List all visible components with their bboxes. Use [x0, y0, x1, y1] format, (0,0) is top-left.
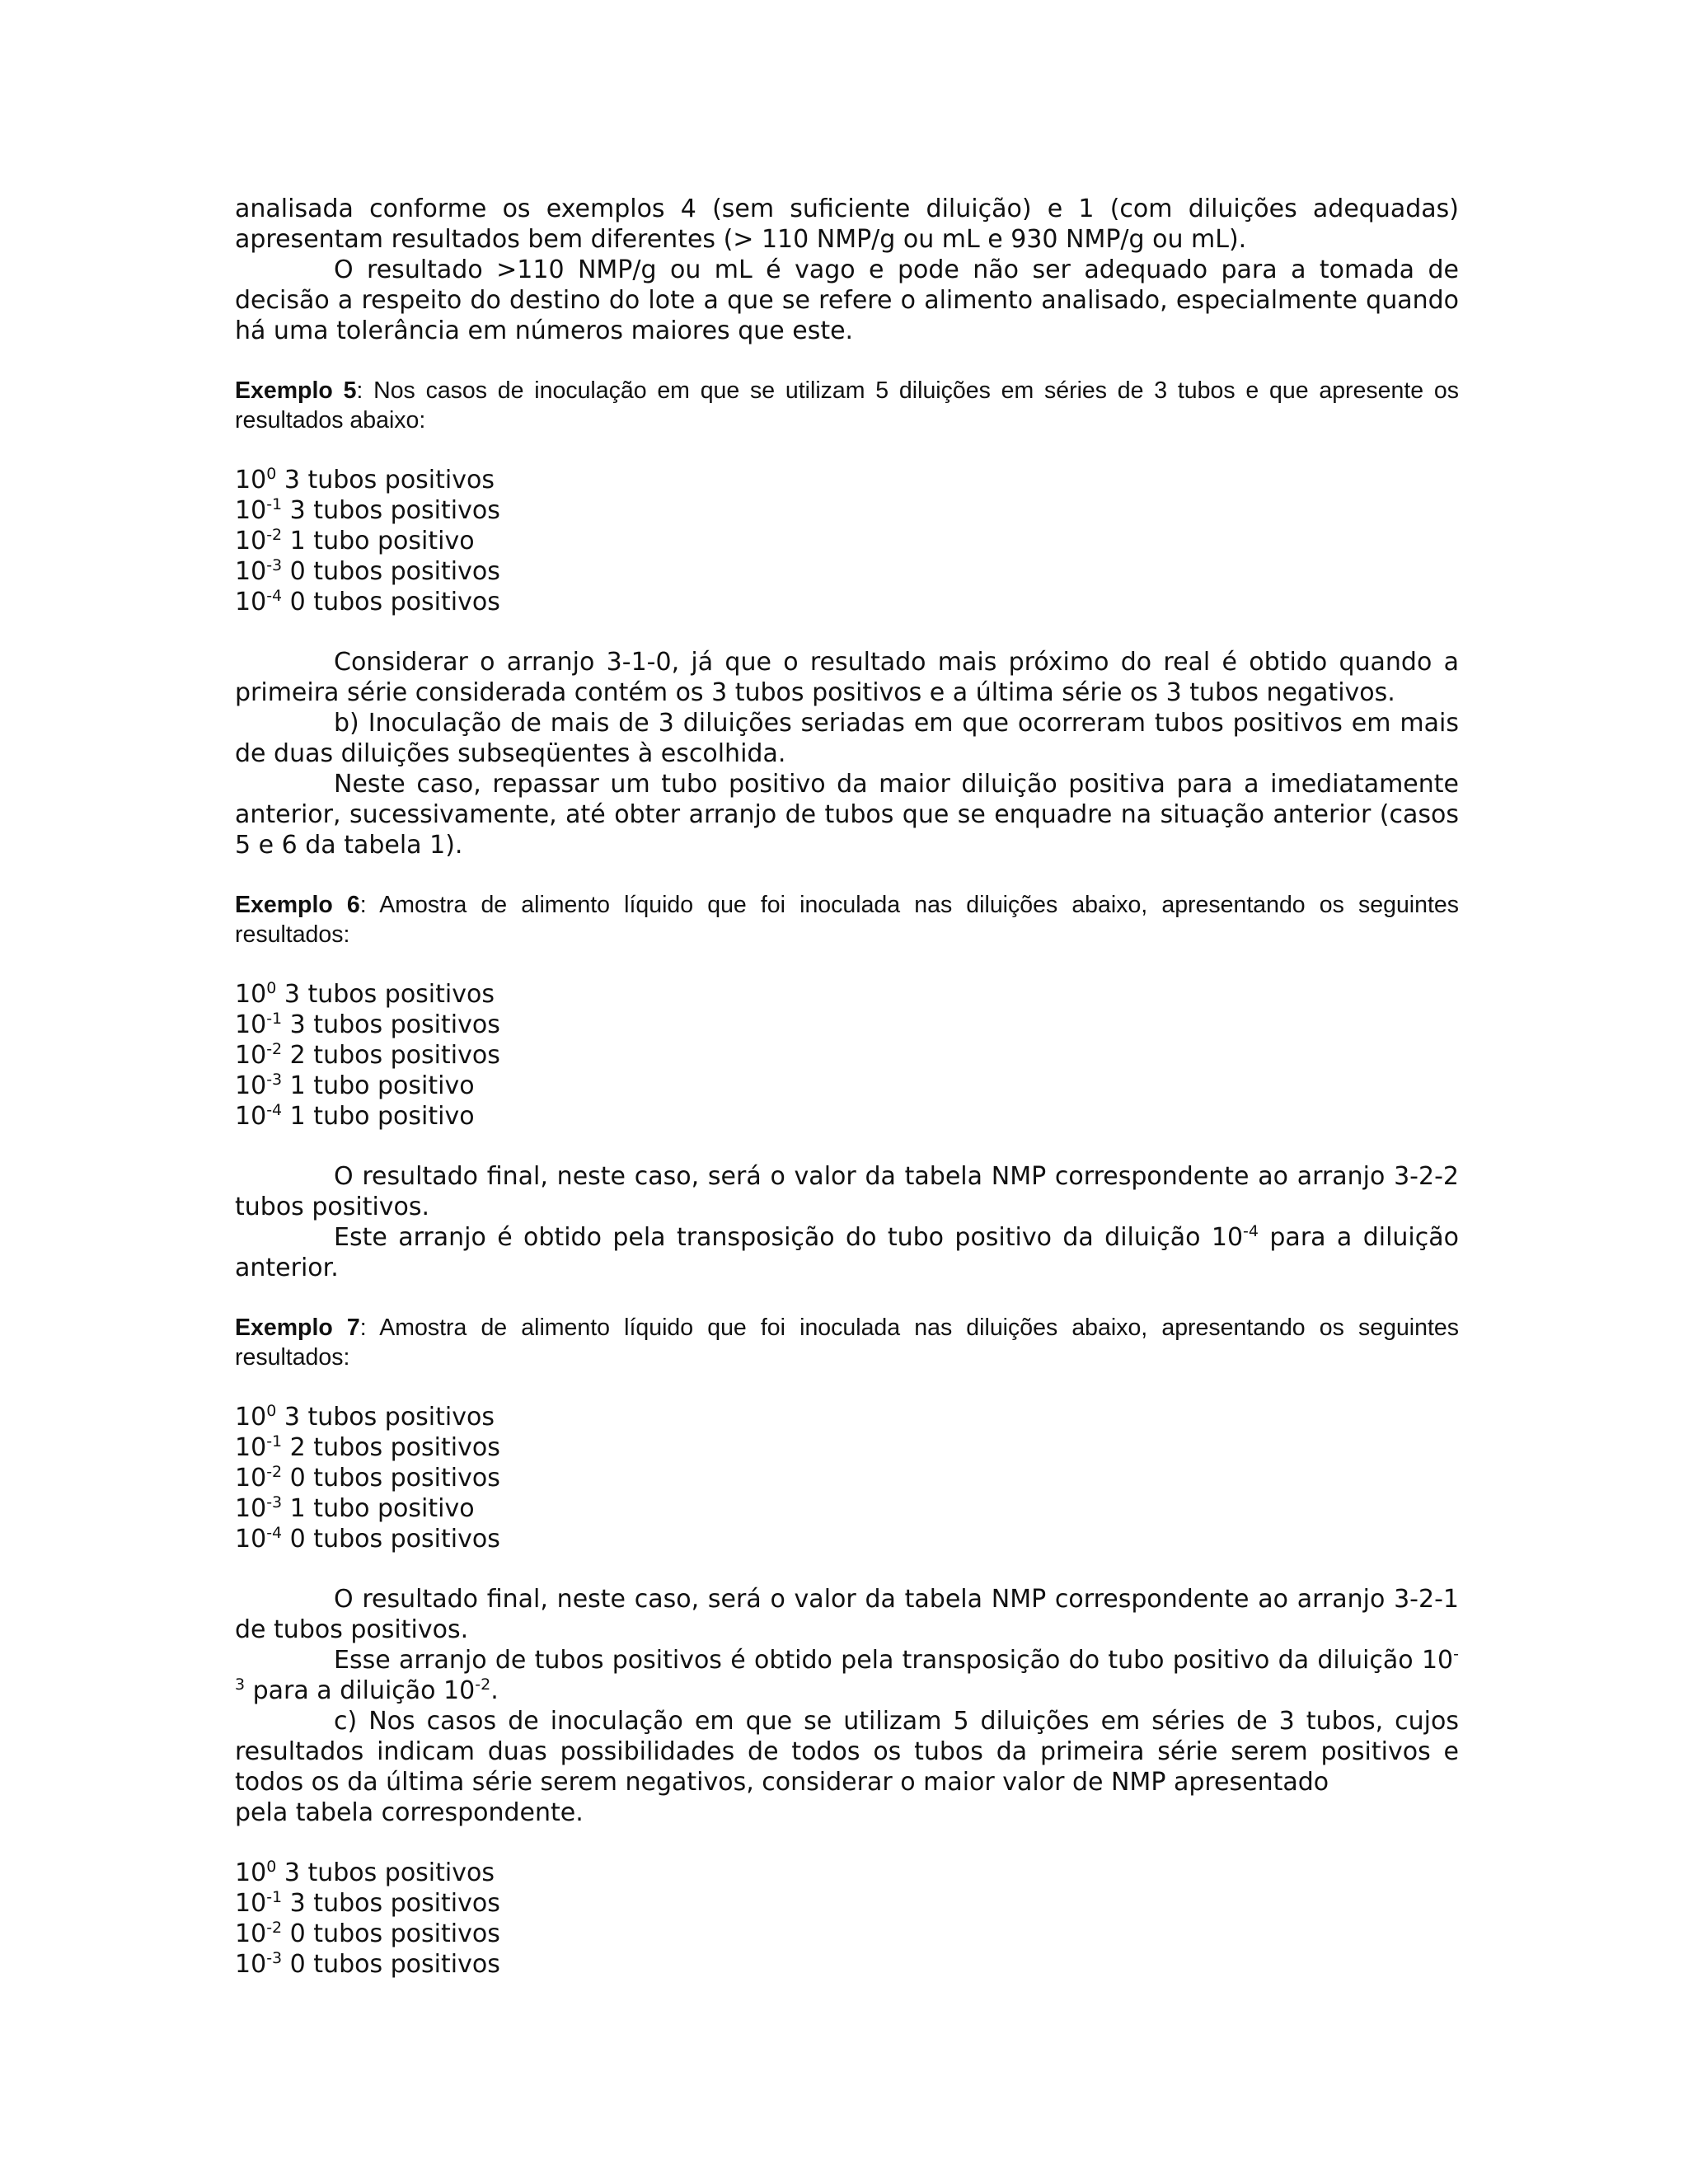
paragraph: b) Inoculação de mais de 3 diluições seriadas em que ocorreram tubos positivos em mais de duas diluições subseqüentes à escolhida.: [235, 709, 1459, 768]
dilution-base: 10: [235, 1010, 267, 1039]
dilution-row: [235, 526, 1459, 556]
dilution-result: 1 tubo positivo: [282, 527, 475, 555]
dilution-row: [235, 465, 1459, 495]
dilution-base: 10: [235, 1889, 267, 1918]
dilution-base: 10: [235, 1071, 267, 1100]
dilution-base: 10: [235, 557, 267, 586]
dilution-result: 3 tubos positivos: [276, 466, 495, 494]
spacer: [235, 346, 1459, 376]
paragraph: Esse arranjo de tubos positivos é obtido pela transposição do tubo positivo da diluição $10^{-3}$ para a diluição $10^{-2}$.: [235, 1645, 1459, 1705]
dilution-base: 10: [235, 1464, 267, 1493]
dilution-result: 0 tubos positivos: [282, 557, 500, 586]
dilution-result: 2 tubos positivos: [282, 1041, 500, 1070]
dilution-exponent: 0: [266, 1858, 277, 1876]
dilution-row: [235, 1524, 1459, 1554]
dilution-row: [235, 1858, 1459, 1888]
dilution-base: 10: [235, 1494, 267, 1523]
dilution-exponent: -4: [266, 1524, 283, 1542]
dilution-row: [235, 1071, 1459, 1101]
dilution-base: 10: [235, 496, 267, 525]
dilution-result: 3 tubos positivos: [282, 1010, 500, 1039]
spacer: [235, 1828, 1459, 1858]
dilution-exponent: 0: [266, 979, 277, 997]
dilution-result: 1 tubo positivo: [282, 1494, 475, 1523]
dilution-result: 1 tubo positivo: [282, 1102, 475, 1131]
example-description: : Amostra de alimento líquido que foi inoculada nas diluições abaixo, apresentando os seguintes resultados:: [235, 1315, 1459, 1371]
dilution-result: 0 tubos positivos: [282, 588, 500, 616]
dilution-exponent: -1: [266, 1432, 283, 1451]
dilution-exponent: -3: [266, 1949, 283, 1967]
dilution-row: [235, 1463, 1459, 1493]
dilution-base: 10: [235, 588, 267, 616]
spacer: [235, 1132, 1459, 1161]
dilution-row: [235, 1919, 1459, 1949]
dilution-base: 10: [235, 1403, 267, 1432]
dilution-exponent: -1: [266, 1010, 283, 1028]
paragraph: analisada conforme os exemplos 4 (sem suficiente diluição) e 1 (com diluições adequadas) apresentam resultados bem diferentes (> 110 NMP/g ou mL e 930 NMP/g ou mL).: [235, 194, 1459, 254]
example-description: : Amostra de alimento líquido que foi inoculada nas diluições abaixo, apresentando os seguintes resultados:: [235, 892, 1459, 948]
paragraph: O resultado final, neste caso, será o valor da tabela NMP correspondente ao arranjo 3-2-1 de tubos positivos.: [235, 1585, 1459, 1644]
dilution-exponent: -1: [266, 1888, 283, 1906]
dilution-exponent: -3: [266, 556, 283, 574]
spacer: [235, 860, 1459, 890]
dilution-result: 3 tubos positivos: [276, 980, 495, 1009]
dilution-row: [235, 556, 1459, 587]
example-description: : Nos casos de inoculação em que se utilizam 5 diluições em séries de 3 tubos e que apresente os resultados abaixo:: [235, 377, 1459, 434]
dilution-exponent: -4: [266, 1101, 283, 1119]
dilution-list: [235, 1858, 1459, 1980]
dilution-base: 10: [235, 1041, 267, 1070]
spacer: [235, 949, 1459, 979]
example-7-heading: [235, 1313, 1459, 1372]
dilution-row: [235, 1888, 1459, 1919]
dilution-exponent: -2: [266, 1463, 283, 1481]
spacer: [235, 435, 1459, 465]
dilution-base: 10: [235, 1858, 267, 1887]
example-label: Exemplo 5: [235, 377, 357, 404]
dilution-base: 10: [235, 466, 267, 494]
dilution-exponent: -1: [266, 495, 283, 513]
document-page: [235, 194, 1459, 1980]
spacer: [235, 1372, 1459, 1402]
dilution-result: 1 tubo positivo: [282, 1071, 475, 1100]
dilution-base: 10: [235, 1102, 267, 1131]
dilution-list: [235, 465, 1459, 617]
dilution-exponent: -2: [266, 526, 283, 544]
dilution-base: 10: [235, 527, 267, 555]
dilution-exponent: 0: [266, 1402, 277, 1420]
dilution-exponent: 0: [266, 465, 277, 483]
dilution-result: 3 tubos positivos: [282, 1889, 500, 1918]
dilution-base: 10: [235, 1950, 267, 1979]
dilution-result: 3 tubos positivos: [282, 496, 500, 525]
dilution-row: [235, 1040, 1459, 1071]
dilution-base: 10: [235, 1433, 267, 1462]
dilution-result: 3 tubos positivos: [276, 1403, 495, 1432]
dilution-result: 0 tubos positivos: [282, 1919, 500, 1948]
dilution-list: [235, 979, 1459, 1132]
dilution-result: 0 tubos positivos: [282, 1525, 500, 1554]
dilution-result: 3 tubos positivos: [276, 1858, 495, 1887]
dilution-row: [235, 979, 1459, 1010]
paragraph: O resultado >110 NMP/g ou mL é vago e pode não ser adequado para a tomada de decisão a respeito do destino do lote a que se refere o alimento analisado, especialmente quando há uma tolerância em números maiores que este.: [235, 255, 1459, 345]
dilution-base: 10: [235, 1919, 267, 1948]
dilution-exponent: -3: [266, 1071, 283, 1089]
spacer: [235, 1554, 1459, 1584]
dilution-row: [235, 587, 1459, 617]
example-label: Exemplo 7: [235, 1315, 360, 1341]
paragraph: O resultado final, neste caso, será o valor da tabela NMP correspondente ao arranjo 3-2-2 tubos positivos.: [235, 1162, 1459, 1221]
dilution-row: [235, 1493, 1459, 1524]
dilution-base: 10: [235, 980, 267, 1009]
dilution-exponent: -2: [266, 1919, 283, 1937]
paragraph: Neste caso, repassar um tubo positivo da maior diluição positiva para a imediatamente anterior, sucessivamente, até obter arranjo de tubos que se enquadre na situação anterior (casos 5 e 6 da tabela 1).: [235, 770, 1459, 860]
dilution-result: 0 tubos positivos: [282, 1950, 500, 1979]
example-6-heading: [235, 890, 1459, 949]
dilution-row: [235, 1949, 1459, 1980]
paragraph: c) Nos casos de inoculação em que se utilizam 5 diluições em séries de 3 tubos, cujos resultados indicam duas possibilidades de todos os tubos da primeira série serem positivos e todos os da última série serem negativos, considerar o maior valor de NMP apresentado: [235, 1707, 1459, 1797]
dilution-base: 10: [235, 1525, 267, 1554]
dilution-row: [235, 1432, 1459, 1463]
dilution-exponent: -3: [266, 1493, 283, 1511]
dilution-list: [235, 1402, 1459, 1554]
dilution-row: [235, 495, 1459, 526]
dilution-row: [235, 1101, 1459, 1132]
spacer: [235, 617, 1459, 647]
example-5-heading: [235, 376, 1459, 435]
dilution-exponent: -4: [266, 587, 283, 605]
paragraph: Este arranjo é obtido pela transposição do tubo positivo da diluição $10^{-4}$ para a diluição anterior.: [235, 1222, 1459, 1282]
dilution-row: [235, 1010, 1459, 1040]
dilution-result: 2 tubos positivos: [282, 1433, 500, 1462]
dilution-exponent: -2: [266, 1040, 283, 1058]
paragraph: pela tabela correspondente.: [235, 1798, 584, 1827]
spacer: [235, 1283, 1459, 1313]
dilution-result: 0 tubos positivos: [282, 1464, 500, 1493]
example-label: Exemplo 6: [235, 892, 360, 918]
paragraph: Considerar o arranjo 3-1-0, já que o resultado mais próximo do real é obtido quando a primeira série considerada contém os 3 tubos positivos e a última série os 3 tubos negativos.: [235, 648, 1459, 707]
dilution-row: [235, 1402, 1459, 1432]
